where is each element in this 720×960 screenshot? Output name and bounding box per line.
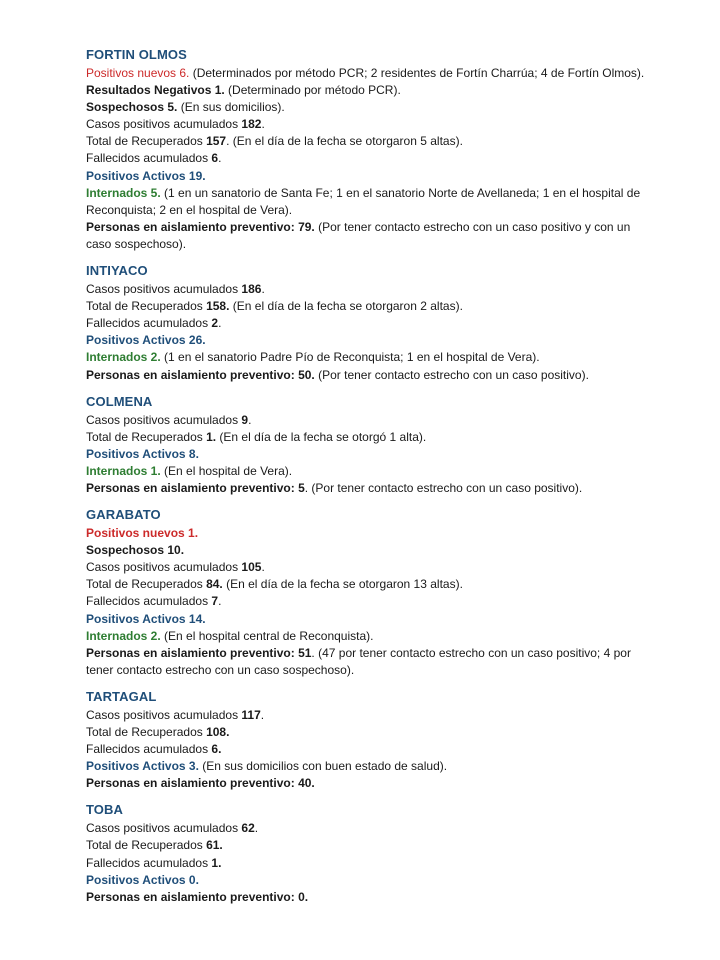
section-title: FORTIN OLMOS (86, 47, 187, 62)
info-line (86, 185, 646, 219)
info-text: Casos positivos acumulados (86, 560, 242, 575)
info-line (86, 559, 646, 576)
info-line (86, 65, 646, 82)
section-fortin-olmos (86, 46, 646, 253)
info-line (86, 332, 646, 349)
info-line (86, 628, 646, 645)
info-line (86, 576, 646, 593)
info-text: Total de Recuperados (86, 299, 207, 314)
info-text: . (261, 282, 265, 297)
info-text: (Determinados por método PCR; 2 residentes de Fortín Charrúa; 4 de Fortín Olmos). (189, 66, 645, 80)
info-value: Internados 5. (86, 185, 161, 200)
info-value: 6. (211, 742, 222, 757)
info-line (86, 298, 646, 315)
info-value: Internados 2. (86, 628, 161, 643)
info-value: 186 (241, 282, 262, 297)
info-line (86, 542, 646, 559)
info-text: Total de Recuperados (86, 429, 207, 444)
info-text: Total de Recuperados (86, 838, 207, 853)
section-title: TARTAGAL (86, 688, 157, 704)
info-line (86, 315, 646, 332)
info-value: Positivos Activos 3. (86, 759, 199, 774)
info-line (86, 837, 646, 854)
info-line (86, 480, 646, 497)
info-line (86, 367, 646, 384)
section-intiyaco (86, 262, 646, 384)
info-value: 62 (241, 821, 255, 836)
info-value: 2 (211, 316, 219, 331)
info-line (86, 168, 646, 185)
info-value: 157 (206, 134, 227, 149)
info-text: . (218, 316, 222, 331)
info-line (86, 775, 646, 792)
info-value: Positivos nuevos 1. (86, 526, 199, 541)
info-line (86, 741, 646, 758)
info-line (86, 820, 646, 837)
info-text: Casos positivos acumulados (86, 117, 242, 132)
info-value: 6 (211, 151, 219, 166)
info-line (86, 133, 646, 150)
info-text: . (218, 594, 222, 609)
info-line (86, 593, 646, 610)
info-line (86, 611, 646, 628)
info-value: 105 (241, 560, 262, 575)
info-line (86, 446, 646, 463)
info-line (86, 707, 646, 724)
info-text: (En el día de la fecha se otorgó 1 alta). (216, 429, 427, 444)
info-text: Casos positivos acumulados (86, 707, 242, 722)
info-value: Resultados Negativos 1. (86, 83, 225, 98)
info-text: Casos positivos acumulados (86, 412, 242, 427)
info-text: . (254, 821, 259, 836)
info-line (86, 855, 646, 872)
info-text: (Por tener contacto estrecho con un caso positivo y con un caso sospechoso). (86, 219, 631, 251)
info-value: Internados 1. (86, 463, 161, 478)
info-text: Total de Recuperados (86, 134, 207, 149)
info-text: Positivos nuevos 6. (86, 66, 190, 80)
info-value: 158. (206, 299, 230, 314)
info-value: Personas en aislamiento preventivo: 50. (86, 367, 315, 382)
info-text: (En el día de la fecha se otorgaron 13 altas). (222, 577, 463, 592)
section-title: GARABATO (86, 507, 161, 523)
info-line (86, 412, 646, 429)
info-value: Sospechosos 10. (86, 543, 185, 558)
info-text: (Por tener contacto estrecho con un caso positivo). (314, 367, 589, 382)
info-text: Fallecidos acumulados (86, 742, 212, 757)
section-colmena (86, 393, 646, 497)
info-text: (Determinado por método PCR). (224, 83, 401, 98)
info-value: 1. (206, 429, 217, 444)
info-text: (En sus domicilios). (177, 100, 285, 115)
info-line (86, 116, 646, 133)
section-title: COLMENA (86, 393, 153, 409)
info-value: Internados 2. (86, 350, 161, 365)
info-line (86, 758, 646, 775)
info-text: (En el hospital central de Reconquista). (160, 628, 374, 643)
info-value: Positivos Activos 8. (86, 446, 199, 461)
info-text: Fallecidos acumulados (86, 151, 212, 166)
info-value: 9 (241, 412, 249, 427)
info-value: Positivos Activos 19. (86, 168, 206, 183)
info-text: (1 en un sanatorio de Santa Fe; 1 en el sanatorio Norte de Avellaneda; 1 en el hospital de Reconquista; 2 en el hospital de Vera). (86, 185, 641, 217)
info-value: 61. (206, 838, 223, 853)
info-value: Personas en aislamiento preventivo: 79. (86, 219, 315, 234)
info-value: Personas en aislamiento preventivo: 40. (86, 776, 315, 791)
info-text: (En sus domicilios con buen estado de salud). (198, 759, 448, 774)
info-text: Total de Recuperados (86, 725, 207, 739)
info-line (86, 99, 646, 116)
info-value: Personas en aislamiento preventivo: 51 (86, 645, 312, 660)
section-tartagal (86, 688, 646, 792)
info-value: Positivos Activos 14. (86, 611, 206, 626)
info-text: Casos positivos acumulados (86, 821, 242, 836)
info-line (86, 150, 646, 167)
info-text: . (Por tener contacto estrecho con un caso positivo). (304, 480, 583, 495)
info-line (86, 889, 646, 906)
info-text: . (248, 412, 252, 427)
info-value: Personas en aislamiento preventivo: 5 (86, 480, 305, 495)
info-line (86, 463, 646, 480)
info-text: . (En el día de la fecha se otorgaron 5 altas). (226, 134, 463, 149)
info-value: 182 (241, 117, 262, 132)
info-text: Fallecidos acumulados (86, 316, 212, 331)
section-garabato (86, 506, 646, 679)
info-text: Casos positivos acumulados (86, 282, 242, 297)
info-value: Sospechosos 5. (86, 100, 178, 115)
info-line (86, 349, 646, 366)
info-line (86, 429, 646, 446)
info-value: Positivos Activos 0. (86, 872, 199, 887)
info-text: Fallecidos acumulados (86, 594, 212, 609)
info-line (86, 82, 646, 99)
info-text: . (47 por tener contacto estrecho con un caso positivo; 4 por tener contacto estrecho con un caso sospechoso). (86, 645, 631, 677)
document-body (86, 46, 646, 915)
info-text: . (261, 117, 265, 132)
info-text: . (260, 707, 265, 722)
info-text: (En el hospital de Vera). (160, 463, 293, 478)
info-text: . (218, 151, 222, 166)
info-line (86, 219, 646, 253)
info-text: (1 en el sanatorio Padre Pío de Reconquista; 1 en el hospital de Vera). (160, 350, 540, 365)
info-value: 84. (206, 577, 223, 592)
info-value: Positivos Activos 26. (86, 333, 206, 348)
info-text: Total de Recuperados (86, 577, 207, 592)
info-line (86, 281, 646, 298)
info-value: 108. (206, 725, 230, 739)
info-value: 1. (211, 855, 222, 870)
info-value: 7 (211, 594, 219, 609)
info-line (86, 525, 646, 542)
section-title: TOBA (86, 802, 123, 818)
section-title: INTIYACO (86, 263, 148, 279)
info-text: (En el día de la fecha se otorgaron 2 altas). (229, 299, 463, 314)
info-line (86, 724, 646, 741)
info-line (86, 872, 646, 889)
section-toba (86, 801, 646, 905)
info-text: Fallecidos acumulados (86, 855, 212, 870)
info-value: 117 (241, 707, 261, 722)
info-line (86, 645, 646, 679)
info-text: . (261, 560, 265, 575)
info-value: Personas en aislamiento preventivo: 0. (86, 889, 309, 904)
